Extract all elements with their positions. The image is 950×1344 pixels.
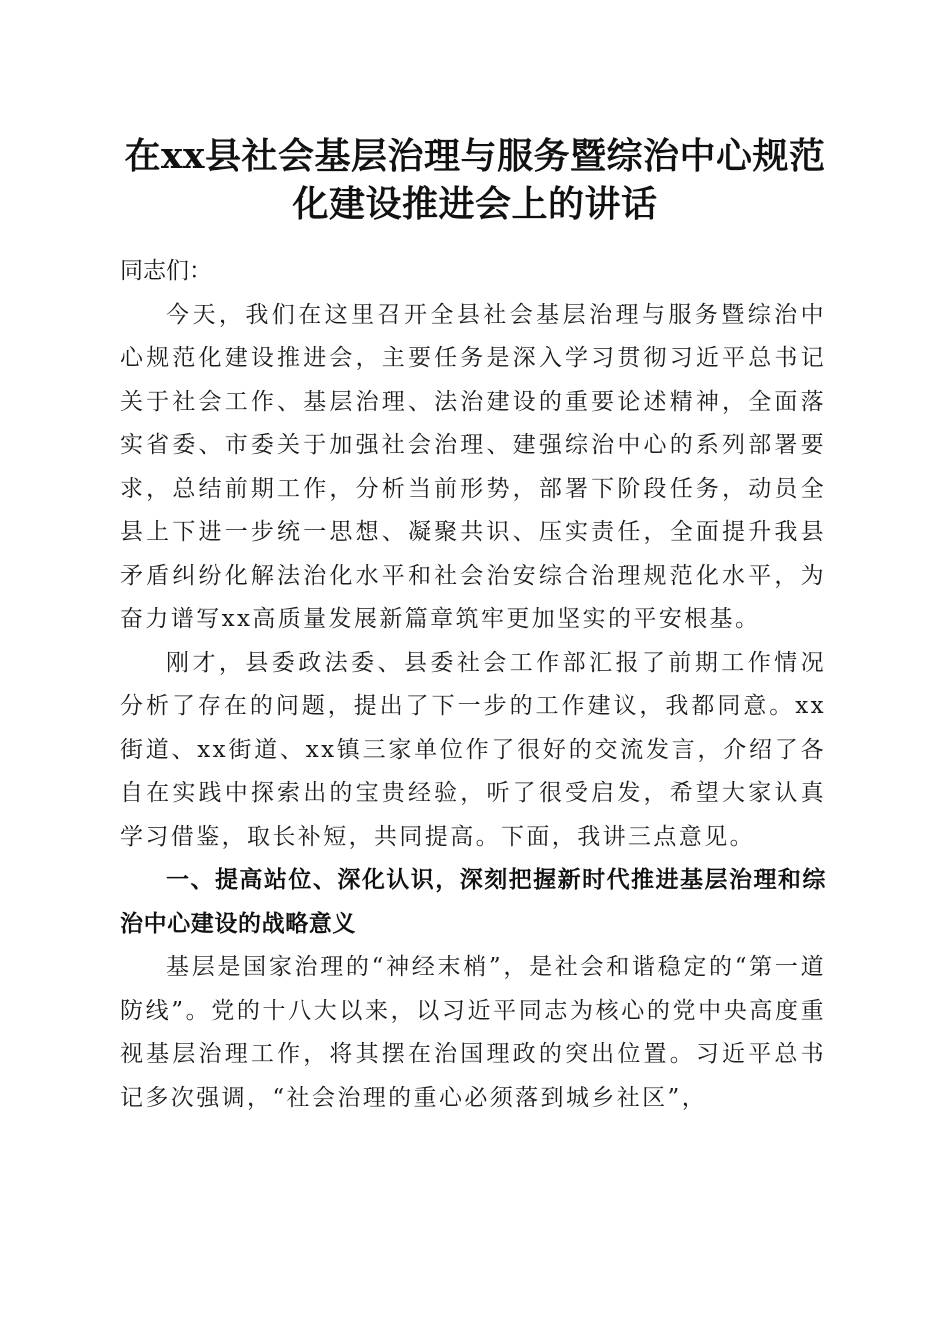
section-heading-one: 一、提高站位、深化认识，深刻把握新时代推进基层治理和综治中心建设的战略意义 [120,867,826,937]
document-body [120,250,826,1120]
document-title: 在xx县社会基层治理与服务暨综治中心规范化建设推进会上的讲话 [124,135,826,225]
greeting: 同志们： [120,258,212,284]
paragraph-intro: 今天，我们在这里召开全县社会基层治理与服务暨综治中心规范化建设推进会，主要任务是深入学习贯彻习近平总书记关于社会工作、基层治理、法治建设的重要论述精神，全面落实省委、市委关于加强社会治理、建强综治中心的系列部署要求，总结前期工作，分析当前形势，部署下阶段任务，动员全县上下进一步统一思想、凝聚共识、压实责任，全面提升我县矛盾纠纷化解法治化水平和社会治安综合治理规范化水平，为奋力谱写xx高质量发展新篇章筑牢更加坚实的平安根基。 [120,301,826,632]
paragraph-section-one: 基层是国家治理的“神经末梢”，是社会和谐稳定的“第一道防线”。党的十八大以来，以习近平同志为核心的党中央高度重视基层治理工作，将其摆在治国理政的突出位置。习近平总书记多次强调，“社会治理的重心必须落到城乡社区”， [120,954,826,1111]
paragraph-review: 刚才，县委政法委、县委社会工作部汇报了前期工作情况分析了存在的问题，提出了下一步的工作建议，我都同意。xx街道、xx街道、xx镇三家单位作了很好的交流发言，介绍了各自在实践中探索出的宝贵经验，听了很受启发，希望大家认真学习借鉴，取长补短，共同提高。下面，我讲三点意见。 [120,649,826,850]
